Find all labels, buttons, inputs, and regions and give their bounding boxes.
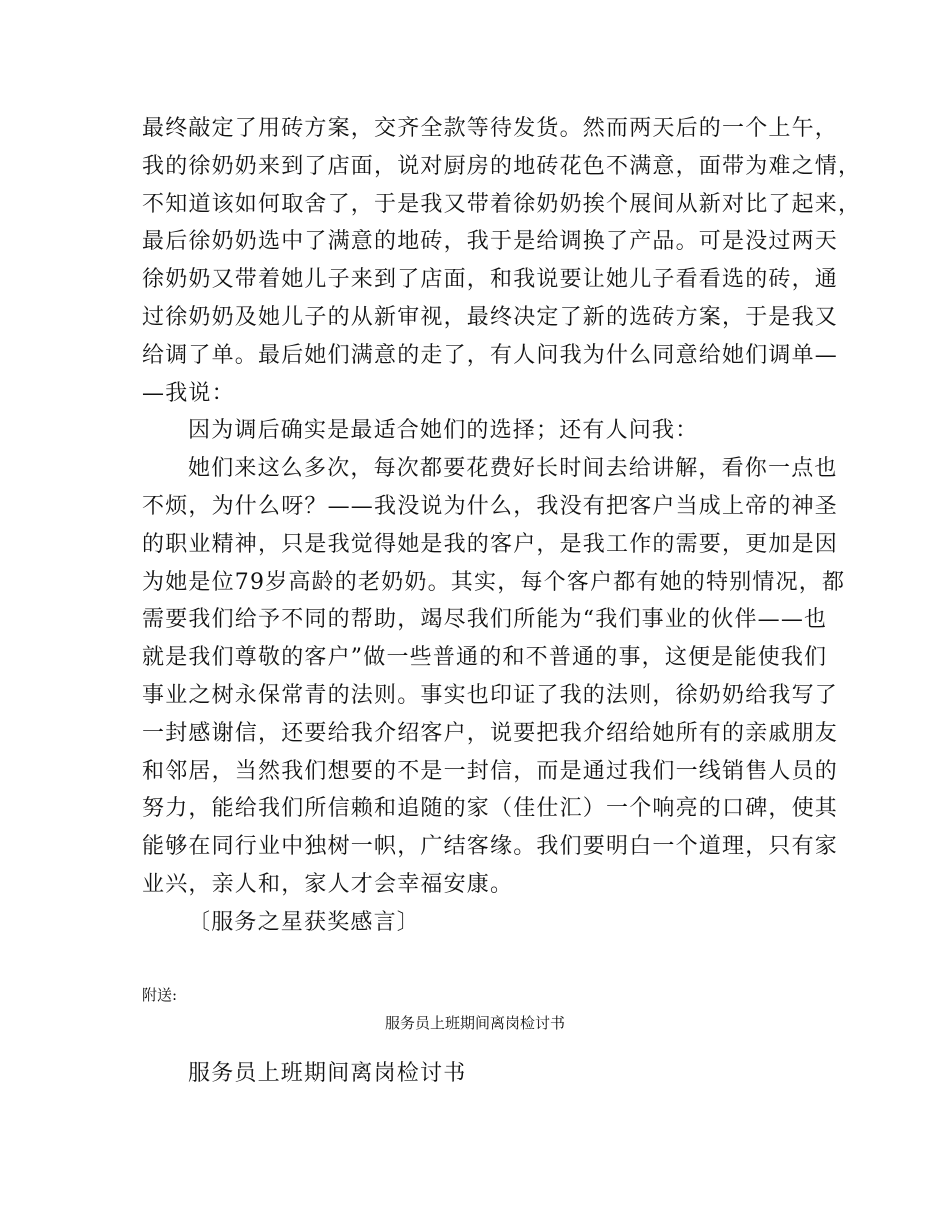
text-line: 就是我们尊敬的客户”做一些普通的和不普通的事，这便是能使我们 bbox=[142, 645, 828, 671]
text-line: 最后徐奶奶选中了满意的地砖，我于是给调换了产品。可是没过两天 bbox=[142, 229, 839, 255]
text-line: 因为调后确实是最适合她们的选择；还有人问我： bbox=[188, 418, 699, 444]
text-line: 事业之树永保常青的法则。事实也印证了我的法则，徐奶奶给我写了 bbox=[142, 682, 839, 708]
text-line: 〔服务之星获奖感言〕 bbox=[188, 909, 421, 935]
text-line: 她们来这么多次，每次都要花费好长时间去给讲解，看你一点也 bbox=[188, 456, 838, 482]
text-line: 最终敲定了用砖方案，交齐全款等待发货。然而两天后的一个上午， bbox=[142, 116, 839, 141]
text-line: 能够在同行业中独树一帜，广结客缘。我们要明白一个道理，只有家 bbox=[142, 834, 839, 860]
text-line: 和邻居，当然我们想要的不是一封信，而是通过我们一线销售人员的 bbox=[142, 758, 839, 784]
text-line: 过徐奶奶及她儿子的从新审视，最终决定了新的选砖方案，于是我又 bbox=[142, 304, 839, 330]
text-line: —我说： bbox=[142, 380, 235, 406]
text-line: 业兴，亲人和，家人才会幸福安康。 bbox=[142, 871, 514, 897]
text-line: 需要我们给予不同的帮助，竭尽我们所能为“我们事业的伙伴——也 bbox=[142, 607, 828, 633]
text-line: 不知道该如何取舍了，于是我又带着徐奶奶挨个展间从新对比了起来， bbox=[142, 191, 862, 217]
appendix-label: 附送: bbox=[142, 986, 178, 1004]
text-line: 徐奶奶又带着她儿子来到了店面，和我说要让她儿子看看选的砖，通 bbox=[142, 267, 839, 293]
text-line: 努力，能给我们所信赖和追随的家（佳仕汇）一个响亮的口碑，使其 bbox=[142, 796, 839, 822]
document-body bbox=[142, 110, 862, 942]
text-line: 我的徐奶奶来到了店面，说对厨房的地砖花色不满意，面带为难之情， bbox=[142, 153, 862, 179]
text-line: 的职业精神，只是我觉得她是我的客户，是我工作的需要，更加是因 bbox=[142, 531, 839, 557]
text-line: 给调了单。最后她们满意的走了，有人问我为什么同意给她们调单— bbox=[142, 342, 839, 368]
text-line: 不烦，为什么呀？——我没说为什么，我没有把客户当成上帝的神圣 bbox=[142, 493, 839, 519]
text-line: 一封感谢信，还要给我介绍客户，说要把我介绍给她所有的亲戚朋友 bbox=[142, 720, 839, 746]
section-heading: 服务员上班期间离岗检讨书 bbox=[188, 1061, 467, 1086]
appendix-title: 服务员上班期间离岗检讨书 bbox=[384, 1014, 565, 1032]
text-line: 为她是位79岁高龄的老奶奶。其实，每个客户都有她的特别情况，都 bbox=[142, 569, 846, 595]
